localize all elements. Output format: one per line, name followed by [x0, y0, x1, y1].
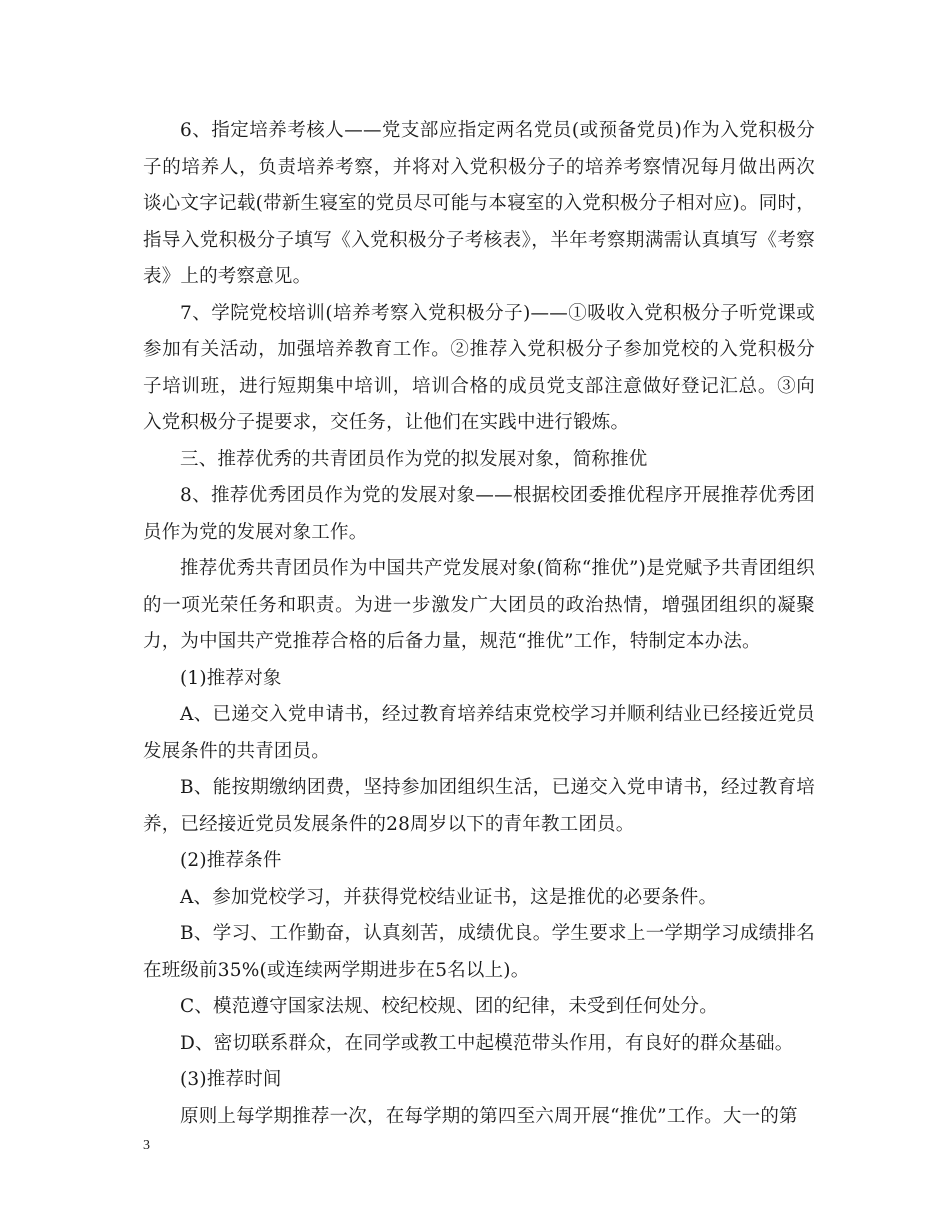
- paragraph-recommend-time: 原则上每学期推荐一次，在每学期的第四至六周开展“推优”工作。大一的第: [180, 1105, 798, 1127]
- paragraph-item-6-cultivator: 6、指定培养考核人——党支部应指定两名党员(或预备党员)作为入党积极分子的培养人，负责培养考察，并将对入党积极分子的培养考察情况每月做出两次谈心文字记载(带新生寝室的党员尽可能与本寝室的入党积极分子相对应)。同时，指导入党积极分子填写《入党积极分子考核表》，半年考察期满需认真填写《考察表》上的考察意见。: [143, 120, 815, 287]
- paragraph-target-a: A、已递交入党申请书，经过教育培养结束党校学习并顺利结业已经接近党员发展条件的共青团员。: [143, 704, 815, 762]
- subheading-recommend-targets: (1)推荐对象: [180, 667, 282, 689]
- paragraph-target-b: B、能按期缴纳团费，坚持参加团组织生活，已递交入党申请书，经过教育培养，已经接近党员发展条件的28周岁以下的青年教工团员。: [143, 777, 815, 835]
- paragraph-condition-c: C、模范遵守国家法规、校纪校规、团的纪律，未受到任何处分。: [180, 996, 718, 1017]
- subheading-recommend-time: (3)推荐时间: [180, 1069, 282, 1090]
- paragraph-condition-b: B、学习、工作勤奋，认真刻苦，成绩优良。学生要求上一学期学习成绩排名在班级前35%(或连续两学期进步在5名以上)。: [143, 923, 815, 981]
- paragraph-condition-a: A、参加党校学习，并获得党校结业证书，这是推优的必要条件。: [180, 886, 718, 908]
- paragraph-recommendation-purpose: 推荐优秀共青团员作为中国共产党发展对象(简称“推优”)是党赋予共青团组织的一项光荣任务和职责。为进一步激发广大团员的政治热情，增强团组织的凝聚力，为中国共产党推荐合格的后备力量，规范“推优”工作，特制定本办法。: [143, 558, 815, 652]
- paragraph-item-7-party-school-training: 7、学院党校培训(培养考察入党积极分子)——①吸收入党积极分子听党课或参加有关活动，加强培养教育工作。②推荐入党积极分子参加党校的入党积极分子培训班，进行短期集中培训，培训合格的成员党支部注意做好登记汇总。③向入党积极分子提要求，交任务，让他们在实践中进行锻炼。: [143, 302, 815, 433]
- paragraph-condition-d: D、密切联系群众，在同学或教工中起模范带头作用，有良好的群众基础。: [180, 1032, 794, 1054]
- section-heading-recommend-excellent: 三、推荐优秀的共青团员作为党的拟发展对象，简称推优: [180, 448, 648, 470]
- subheading-recommend-conditions: (2)推荐条件: [180, 850, 282, 871]
- paragraph-item-8-recommend-members: 8、推荐优秀团员作为党的发展对象——根据校团委推优程序开展推荐优秀团员作为党的发展对象工作。: [143, 485, 815, 543]
- document-body: [143, 113, 815, 1135]
- page-number: 3: [143, 1138, 150, 1153]
